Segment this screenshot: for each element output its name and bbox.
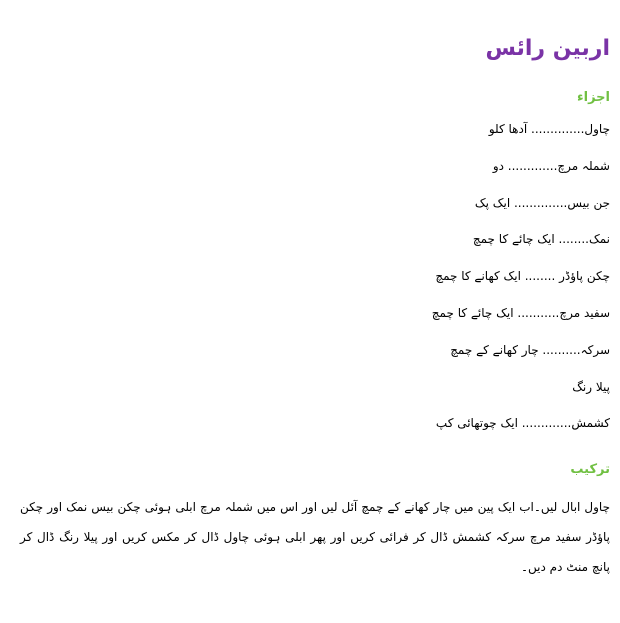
method-heading: ترکیب <box>570 462 610 478</box>
ingredient-item: چکن پاؤڈر ........ ایک کھانے کا چمچ <box>435 269 610 284</box>
ingredient-item: سرکہ.......... چار کھانے کے چمچ <box>450 342 610 357</box>
ingredient-item: چاول.............. آدھا کلو <box>488 122 610 136</box>
ingredient-item: شملہ مرچ............. دو <box>492 158 610 173</box>
ingredient-item: پیلا رنگ <box>572 379 610 394</box>
ingredients-heading: اجزاء <box>576 90 610 105</box>
ingredient-item: نمک........ ایک چائے کا چمچ <box>472 232 610 247</box>
ingredient-item: سفید مرچ........... ایک چائے کا چمچ <box>431 305 610 320</box>
recipe-title: اربین رائس <box>485 36 610 61</box>
ingredient-item: کشمش............. ایک چوتھائی کپ <box>435 416 610 431</box>
ingredient-item: جن بیس.............. ایک پک <box>474 195 610 210</box>
method-paragraph: چاول ابال لیں۔اب ایک پین میں چار کھانے کے چمچ آئل لیں اور اس میں شملہ مرچ ابلی ہوئی چکن بیس نمک اور چکن پاؤڈر سفید مرچ سرکہ کشمش ڈال کر فرائی کریں اور پھر ابلی ہوئی چاول ڈال کر مکس کریں اور پیلا رنگ ڈال کر پانچ منٹ دم دیں۔ <box>20 500 610 575</box>
ingredients-list <box>20 119 610 450</box>
